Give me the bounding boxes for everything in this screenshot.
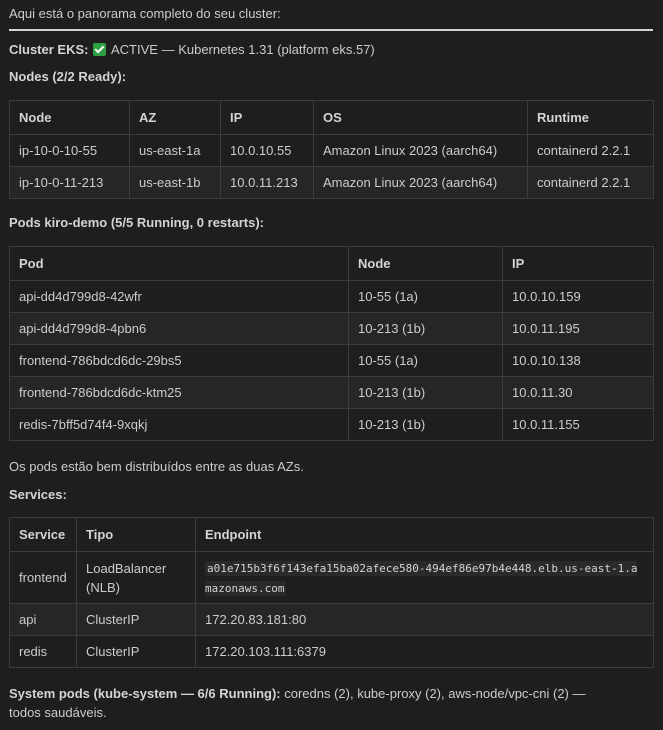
- cluster-status-line: [9, 42, 375, 58]
- intro-text: Aqui está o panorama completo do seu cluster:: [9, 6, 281, 21]
- table-cell: redis: [10, 636, 77, 668]
- nodes-col-ip: IP: [221, 101, 314, 135]
- table-row: [10, 636, 654, 668]
- table-cell: 10-55 (1a): [349, 281, 503, 313]
- table-cell: ip-10-0-11-213: [10, 167, 130, 199]
- table-cell: 10.0.10.159: [503, 281, 654, 313]
- table-cell: [196, 552, 654, 604]
- table-row: [10, 281, 654, 313]
- table-cell: 10.0.11.155: [503, 409, 654, 441]
- table-cell: api-dd4d799d8-42wfr: [10, 281, 349, 313]
- table-cell: api: [10, 604, 77, 636]
- table-cell: containerd 2.2.1: [528, 135, 654, 167]
- services-col-tipo: Tipo: [77, 518, 196, 552]
- table-cell: 10.0.10.55: [221, 135, 314, 167]
- table-cell: redis-7bff5d74f4-9xqkj: [10, 409, 349, 441]
- table-cell: ClusterIP: [77, 636, 196, 668]
- table-cell: api-dd4d799d8-4pbn6: [10, 313, 349, 345]
- nodes-table: [9, 100, 654, 199]
- table-cell: frontend: [10, 552, 77, 604]
- table-cell: 10.0.10.138: [503, 345, 654, 377]
- table-cell: 172.20.83.181:80: [196, 604, 654, 636]
- pods-col-node: Node: [349, 247, 503, 281]
- table-row: [10, 377, 654, 409]
- table-row: [10, 313, 654, 345]
- table-cell: 10.0.11.30: [503, 377, 654, 409]
- pods-col-ip: IP: [503, 247, 654, 281]
- table-cell: ip-10-0-10-55: [10, 135, 130, 167]
- services-col-endpoint: Endpoint: [196, 518, 654, 552]
- services-header-row: [10, 518, 654, 552]
- table-row: [10, 167, 654, 199]
- table-cell: containerd 2.2.1: [528, 167, 654, 199]
- table-cell: 172.20.103.111:6379: [196, 636, 654, 668]
- nodes-col-az: AZ: [130, 101, 221, 135]
- nodes-header-row: [10, 101, 654, 135]
- check-mark-icon: [93, 43, 106, 56]
- system-pods-label: System pods (kube-system — 6/6 Running):: [9, 686, 281, 701]
- pods-note: Os pods estão bem distribuídos entre as duas AZs.: [9, 459, 304, 474]
- pods-header-row: [10, 247, 654, 281]
- cluster-label: Cluster EKS:: [9, 42, 89, 57]
- services-heading: Services:: [9, 487, 67, 502]
- table-row: [10, 135, 654, 167]
- table-cell: us-east-1a: [130, 135, 221, 167]
- table-row: [10, 345, 654, 377]
- table-cell: us-east-1b: [130, 167, 221, 199]
- table-cell: Amazon Linux 2023 (aarch64): [314, 135, 528, 167]
- table-row: [10, 604, 654, 636]
- nodes-col-node: Node: [10, 101, 130, 135]
- cluster-status: ACTIVE: [111, 42, 158, 57]
- system-pods-line: [9, 684, 609, 722]
- nodes-col-runtime: Runtime: [528, 101, 654, 135]
- nodes-col-os: OS: [314, 101, 528, 135]
- table-cell: 10.0.11.213: [221, 167, 314, 199]
- services-table: [9, 517, 654, 668]
- table-cell: Amazon Linux 2023 (aarch64): [314, 167, 528, 199]
- table-row: [10, 409, 654, 441]
- pods-heading: Pods kiro-demo (5/5 Running, 0 restarts):: [9, 215, 264, 230]
- table-cell: 10-213 (1b): [349, 377, 503, 409]
- table-cell: frontend-786bdcd6dc-29bs5: [10, 345, 349, 377]
- cluster-version: — Kubernetes 1.31 (platform eks.57): [157, 42, 375, 57]
- pods-col-pod: Pod: [10, 247, 349, 281]
- table-cell: ClusterIP: [77, 604, 196, 636]
- table-cell: 10-213 (1b): [349, 313, 503, 345]
- services-col-service: Service: [10, 518, 77, 552]
- horizontal-rule: [9, 29, 653, 31]
- table-cell: LoadBalancer (NLB): [77, 552, 196, 604]
- nodes-heading: Nodes (2/2 Ready):: [9, 69, 127, 84]
- system-pods-detail: coredns (2), kube-proxy (2), aws-node/vpc-cni (2) — todos saudáveis.: [9, 686, 586, 720]
- table-cell: 10.0.11.195: [503, 313, 654, 345]
- table-cell: 10-55 (1a): [349, 345, 503, 377]
- table-cell: 10-213 (1b): [349, 409, 503, 441]
- pods-table: [9, 246, 654, 441]
- table-cell: frontend-786bdcd6dc-ktm25: [10, 377, 349, 409]
- table-row: [10, 552, 654, 604]
- endpoint-code: a01e715b3f6f143efa15ba02afece580-494ef86e97b4e448.elb.us-east-1.amazonaws.com: [205, 561, 638, 595]
